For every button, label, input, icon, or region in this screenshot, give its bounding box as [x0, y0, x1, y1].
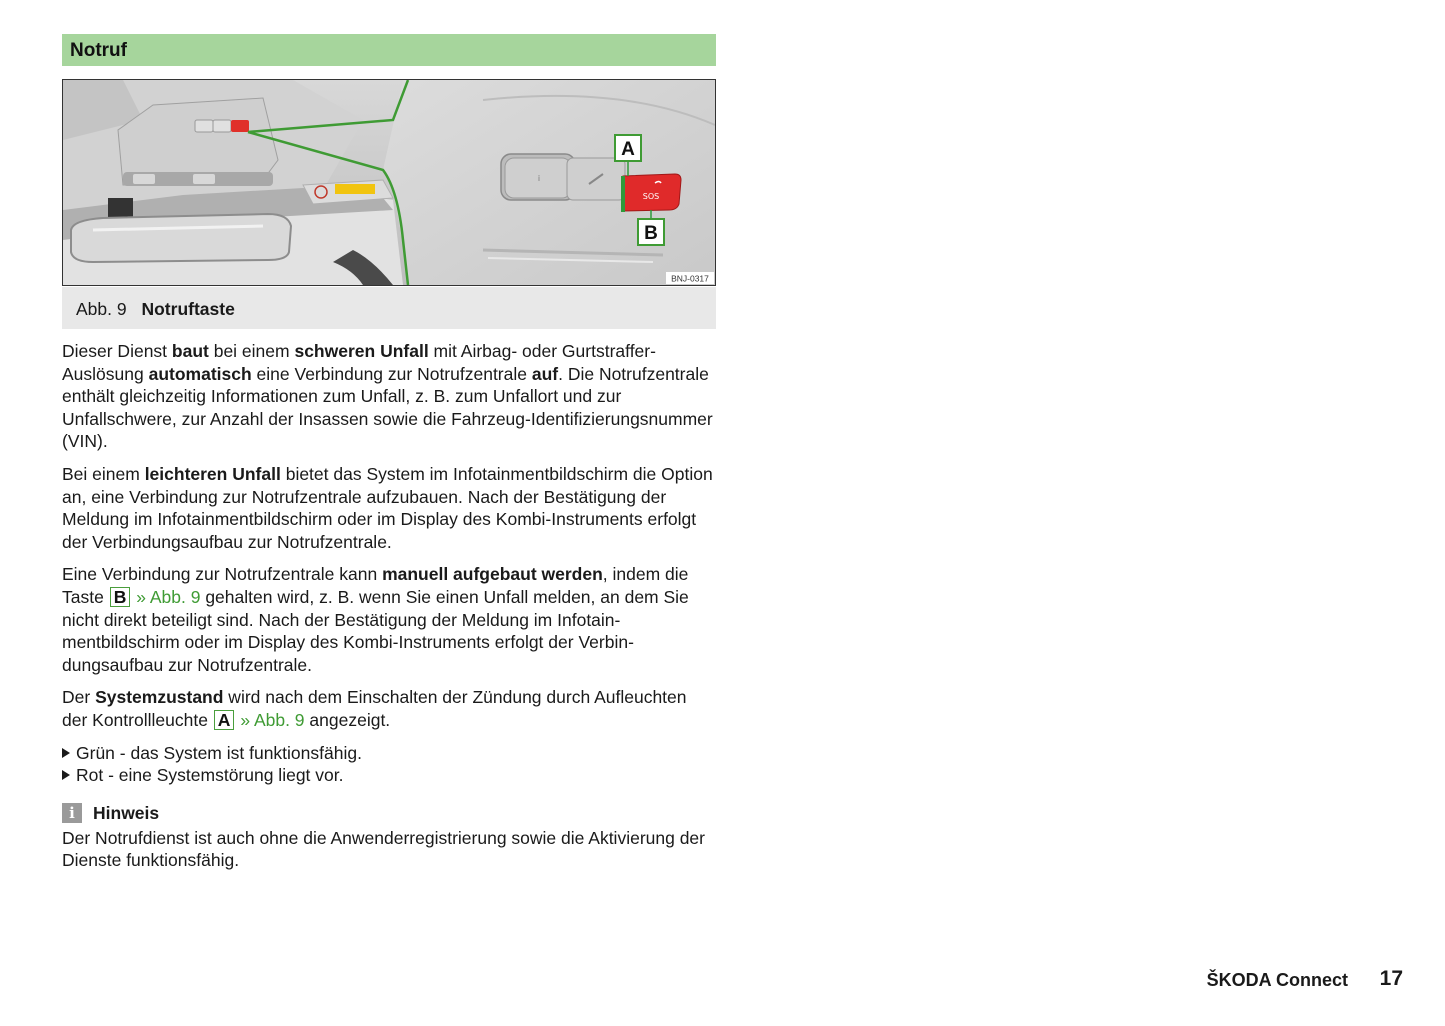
bold-text: Systemzustand [95, 687, 224, 708]
key-a-reference: A [214, 710, 235, 730]
note-text: Der Notrufdienst ist auch ohne die Anwenderregistrierung sowie die Aktivierung der Dienste funktionsfähig. [62, 827, 705, 871]
text: Eine Verbindung zur Notrufzentrale kann [62, 564, 383, 585]
note-box [62, 802, 716, 872]
text: mit Airbag- oder Gurtstraffer-Auslösung [62, 341, 656, 384]
text: Bei einem [62, 463, 145, 484]
body-text [62, 340, 716, 787]
figure-caption [62, 287, 716, 329]
figure-link[interactable]: » Abb. 9 [136, 586, 201, 607]
text: Dieser Dienst [62, 341, 172, 361]
note-title: Hinweis [93, 803, 160, 823]
list-item: Rot - eine Systemstörung liegt vor. [62, 764, 716, 787]
text: , indem die Taste [62, 564, 689, 607]
text: bietet das System im Infotainmentbildschirm die Option an, eine Verbindung zur Notrufzentrale aufzubauen. Nach der Bestätigung der Meldung im Infotainmentbildschirm oder im Display des Kombi-Instruments erfolgt der Verbindungsaufbau zur Notrufzentrale. [62, 463, 713, 552]
bold-text: auf [531, 363, 559, 384]
note-header [62, 802, 716, 825]
visor-warning-sticker [335, 184, 375, 194]
label-a: A [621, 139, 635, 160]
text: gehalten wird, z. B. wenn Sie einen Unfall melden, an dem Sie nicht direkt beteiligt sind. Nach der Bestätigung der Meldung im Infotainmentbildschirm oder im Display des Kombi-Instruments erfolgt der Verbindungsaufbau zur Notrufzentrale. [62, 586, 689, 675]
text: eine Verbindung zur Notrufzentrale [251, 363, 532, 384]
console-sos-button [231, 120, 249, 132]
figure-illustration [63, 80, 715, 285]
rear-view-mirror [71, 214, 291, 262]
footer-title: ŠKODA Connect [1206, 970, 1348, 990]
paragraph-3 [62, 563, 716, 676]
paragraph-4 [62, 686, 716, 731]
text: wird nach dem Einschalten der Zündung durch Aufleuchten der Kontrollleuchte [62, 687, 687, 730]
console-button-2 [213, 120, 231, 132]
section-title: Notruf [70, 40, 127, 61]
sos-label: SOS [642, 192, 660, 201]
svg-text:i: i [537, 174, 541, 183]
text: angezeigt. [304, 709, 391, 730]
page-number: 17 [1379, 967, 1403, 990]
bold-text: leichteren Unfall [144, 463, 281, 484]
text: bei einem [208, 341, 295, 361]
status-list [62, 742, 716, 787]
list-item: Grün - das System ist funktionsfähig. [62, 742, 716, 765]
bold-text: manuell aufgebaut werden [382, 564, 603, 585]
image-code: BNJ-0317 [671, 273, 709, 284]
figure-emergency-button [62, 79, 716, 286]
caption-title: Notruftaste [141, 299, 235, 319]
bold-text: automatisch [148, 363, 252, 384]
section-heading [62, 34, 716, 66]
text: . Die Notrufzentrale enthält gleichzeitig Informationen zum Unfall, z. B. zum Unfallort und zur Unfallschwere, zur Anzahl der Insassen sowie die Fahrzeug-Identifizierungsnummer (VIN). [62, 363, 713, 452]
key-b-reference: B [110, 587, 131, 607]
caption-number: Abb. 9 [76, 299, 127, 319]
info-icon: i [62, 803, 82, 823]
paragraph-1 [62, 340, 716, 453]
paragraph-2 [62, 463, 716, 553]
label-b: B [644, 223, 658, 244]
figure-link[interactable]: » Abb. 9 [240, 709, 305, 730]
text: Der [62, 687, 96, 708]
status-led [621, 176, 625, 212]
bold-text: baut [171, 341, 209, 361]
console-button-1 [195, 120, 213, 132]
bold-text: schweren Unfall [294, 341, 429, 361]
